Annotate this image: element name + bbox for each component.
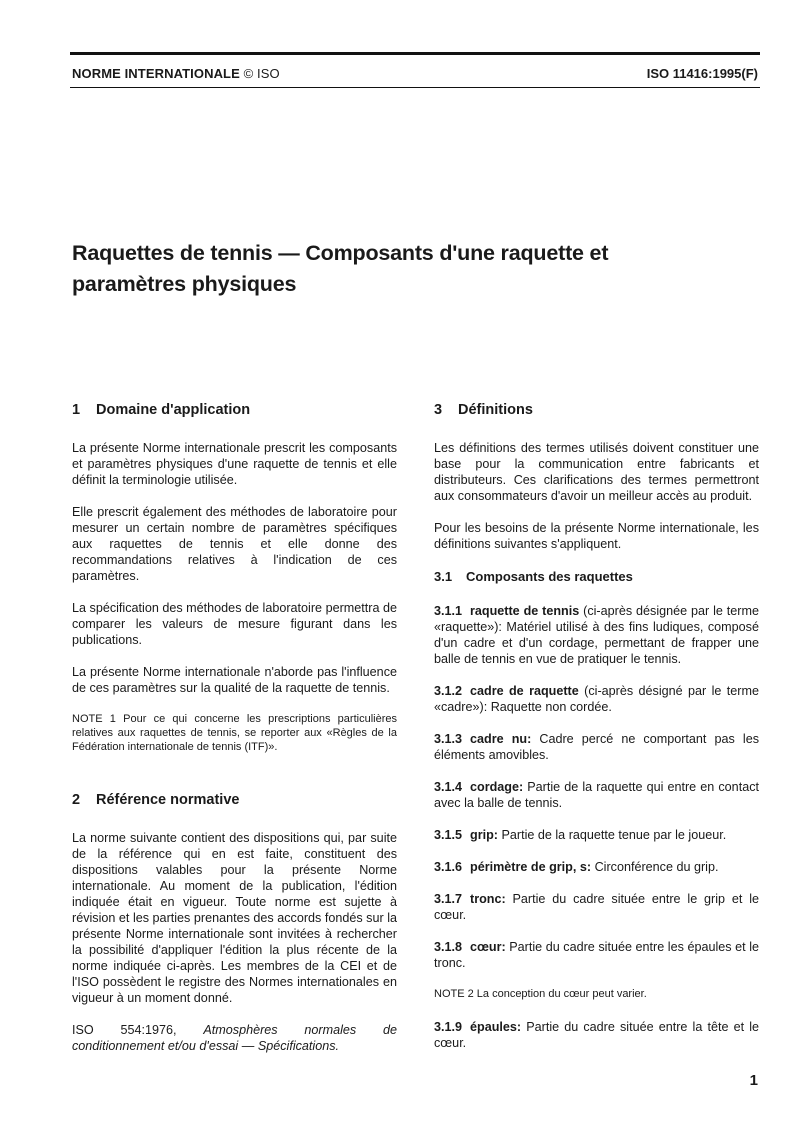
definition-3-1-8 bbox=[434, 939, 759, 971]
definition-number: 3.1.5 bbox=[434, 828, 463, 842]
definition-text: Partie de la raquette tenue par le joueur. bbox=[497, 828, 727, 842]
header-copyright: © ISO bbox=[243, 66, 280, 81]
reference-code: ISO 554:1976, bbox=[72, 1023, 177, 1037]
section-2-title: Référence normative bbox=[96, 792, 240, 808]
definition-number: 3.1.9 bbox=[434, 1020, 463, 1034]
definition-text: Partie du cadre située entre les épaules et le tronc. bbox=[434, 940, 759, 970]
definition-number: 3.1.6 bbox=[434, 860, 463, 874]
subsection-3-1-number: 3.1 bbox=[434, 569, 453, 584]
section-2-paragraph-1: La norme suivante contient des dispositions qui, par suite de la référence qui en est faite, constituent des dispositions valables pour la présente Norme internationale. Au moment de la publication, l'édition indiquée était en vigueur. Toute norme est sujette à révision et les parties prenantes des accords fondés sur la présente Norme internationale sont invitées à rechercher la possibilité d'appliquer l'édition la plus récente de la norme indiquée ci-après. Les membres de la CEI et de l'ISO possèdent le registre des Normes internationales en vigueur à un moment donné. bbox=[72, 831, 397, 1005]
definition-text: Circonférence du grip. bbox=[591, 860, 719, 874]
normative-reference bbox=[72, 1022, 397, 1054]
left-column bbox=[72, 400, 397, 1070]
definition-term: grip: bbox=[470, 828, 498, 842]
definition-3-1-4 bbox=[434, 779, 759, 811]
definition-text: Partie du cadre située entre le grip et le cœur. bbox=[434, 892, 759, 922]
definition-number: 3.1.4 bbox=[434, 780, 463, 794]
document-title bbox=[72, 238, 712, 300]
definition-text: (ci-après désignée par le terme «raquette»): Matériel utilisé à des fins ludiques, composé d'un cadre et d'un cordage, permettant de frapper une balle de tennis en vue de pratiquer le tennis. bbox=[434, 604, 759, 666]
definition-term: périmètre de grip, s: bbox=[470, 860, 592, 874]
section-1-paragraph-2: Elle prescrit également des méthodes de laboratoire pour mesurer un certain nombre de paramètres spécifiques aux raquettes de tennis et elle donne des recommandations relatives à l'indication de ces paramètres. bbox=[72, 505, 397, 583]
definition-3-1-2 bbox=[434, 683, 759, 715]
header-bottom-rule bbox=[70, 87, 760, 88]
section-1-heading bbox=[72, 400, 397, 420]
document-title-line-2: paramètres physiques bbox=[72, 272, 297, 296]
header-standard-label: NORME INTERNATIONALE bbox=[72, 66, 240, 81]
section-3-title: Définitions bbox=[458, 402, 533, 418]
definition-3-1-6 bbox=[434, 859, 759, 875]
definition-3-1-5 bbox=[434, 827, 759, 843]
section-1-title: Domaine d'application bbox=[96, 402, 251, 418]
definition-term: raquette de tennis bbox=[470, 604, 580, 618]
note-2: NOTE 2 La conception du cœur peut varier. bbox=[434, 988, 647, 1000]
header-standard-number: ISO 11416:1995(F) bbox=[646, 66, 758, 81]
definition-term: cœur: bbox=[470, 940, 506, 954]
definition-text: Partie du cadre située entre la tête et le cœur. bbox=[434, 1020, 759, 1050]
definition-number: 3.1.3 bbox=[434, 732, 463, 746]
header-top-rule bbox=[70, 52, 760, 55]
definition-3-1-1 bbox=[434, 603, 759, 667]
definition-number: 3.1.7 bbox=[434, 892, 463, 906]
definition-term: tronc: bbox=[470, 892, 506, 906]
section-3-heading bbox=[434, 400, 759, 420]
subsection-3-1-title: Composants des raquettes bbox=[466, 569, 633, 584]
definition-text: (ci-après désigné par le terme «cadre»): Raquette non cordée. bbox=[434, 684, 759, 714]
definition-number: 3.1.8 bbox=[434, 940, 463, 954]
section-3-number: 3 bbox=[434, 402, 443, 418]
section-1-paragraph-1: La présente Norme internationale prescrit les composants et paramètres physiques d'une raquette de tennis et elle définit la terminologie utilisée. bbox=[72, 441, 397, 487]
right-column bbox=[434, 400, 759, 1067]
definition-3-1-3 bbox=[434, 731, 759, 763]
definition-term: cordage: bbox=[470, 780, 524, 794]
section-1-number: 1 bbox=[72, 402, 81, 418]
section-1-paragraph-4: La présente Norme internationale n'aborde pas l'influence de ces paramètres sur la qualité de la raquette de tennis. bbox=[72, 665, 397, 695]
definition-3-1-9 bbox=[434, 1019, 759, 1051]
section-2-number: 2 bbox=[72, 792, 81, 808]
definition-text: Partie de la raquette qui entre en contact avec la balle de tennis. bbox=[434, 780, 759, 810]
section-3-paragraph-2: Pour les besoins de la présente Norme internationale, les définitions suivantes s'appliquent. bbox=[434, 521, 759, 551]
document-title-line-1: Raquettes de tennis — Composants d'une raquette et bbox=[72, 241, 609, 265]
note-1: NOTE 1 Pour ce qui concerne les prescriptions particulières relatives aux raquettes de tennis, se reporter aux «Règles de la Fédération internationale de tennis (ITF)». bbox=[72, 713, 397, 753]
definition-term: cadre de raquette bbox=[470, 684, 579, 698]
section-1-paragraph-3: La spécification des méthodes de laboratoire permettra de comparer les valeurs de mesure figurant dans les publications. bbox=[72, 601, 397, 647]
reference-title: Atmosphères normales de conditionnement et/ou d'essai — Spécifications. bbox=[72, 1023, 398, 1053]
definition-number: 3.1.1 bbox=[434, 604, 463, 618]
section-2-heading bbox=[72, 790, 397, 810]
definition-term: cadre nu: bbox=[470, 732, 532, 746]
definition-3-1-7 bbox=[434, 891, 759, 923]
definition-number: 3.1.2 bbox=[434, 684, 463, 698]
section-3-paragraph-1: Les définitions des termes utilisés doivent constituer une base pour la communication entre fabricants et distributeurs. Ces clarifications des termes permettront aux consommateurs d'avoir un meilleur accès au produit. bbox=[434, 441, 759, 503]
page-number: 1 bbox=[749, 1072, 758, 1089]
definition-term: épaules: bbox=[470, 1020, 522, 1034]
subsection-3-1-heading bbox=[434, 568, 759, 586]
definition-text: Cadre percé ne comportant pas les éléments amovibles. bbox=[434, 732, 759, 762]
header-standard-type bbox=[72, 66, 280, 81]
